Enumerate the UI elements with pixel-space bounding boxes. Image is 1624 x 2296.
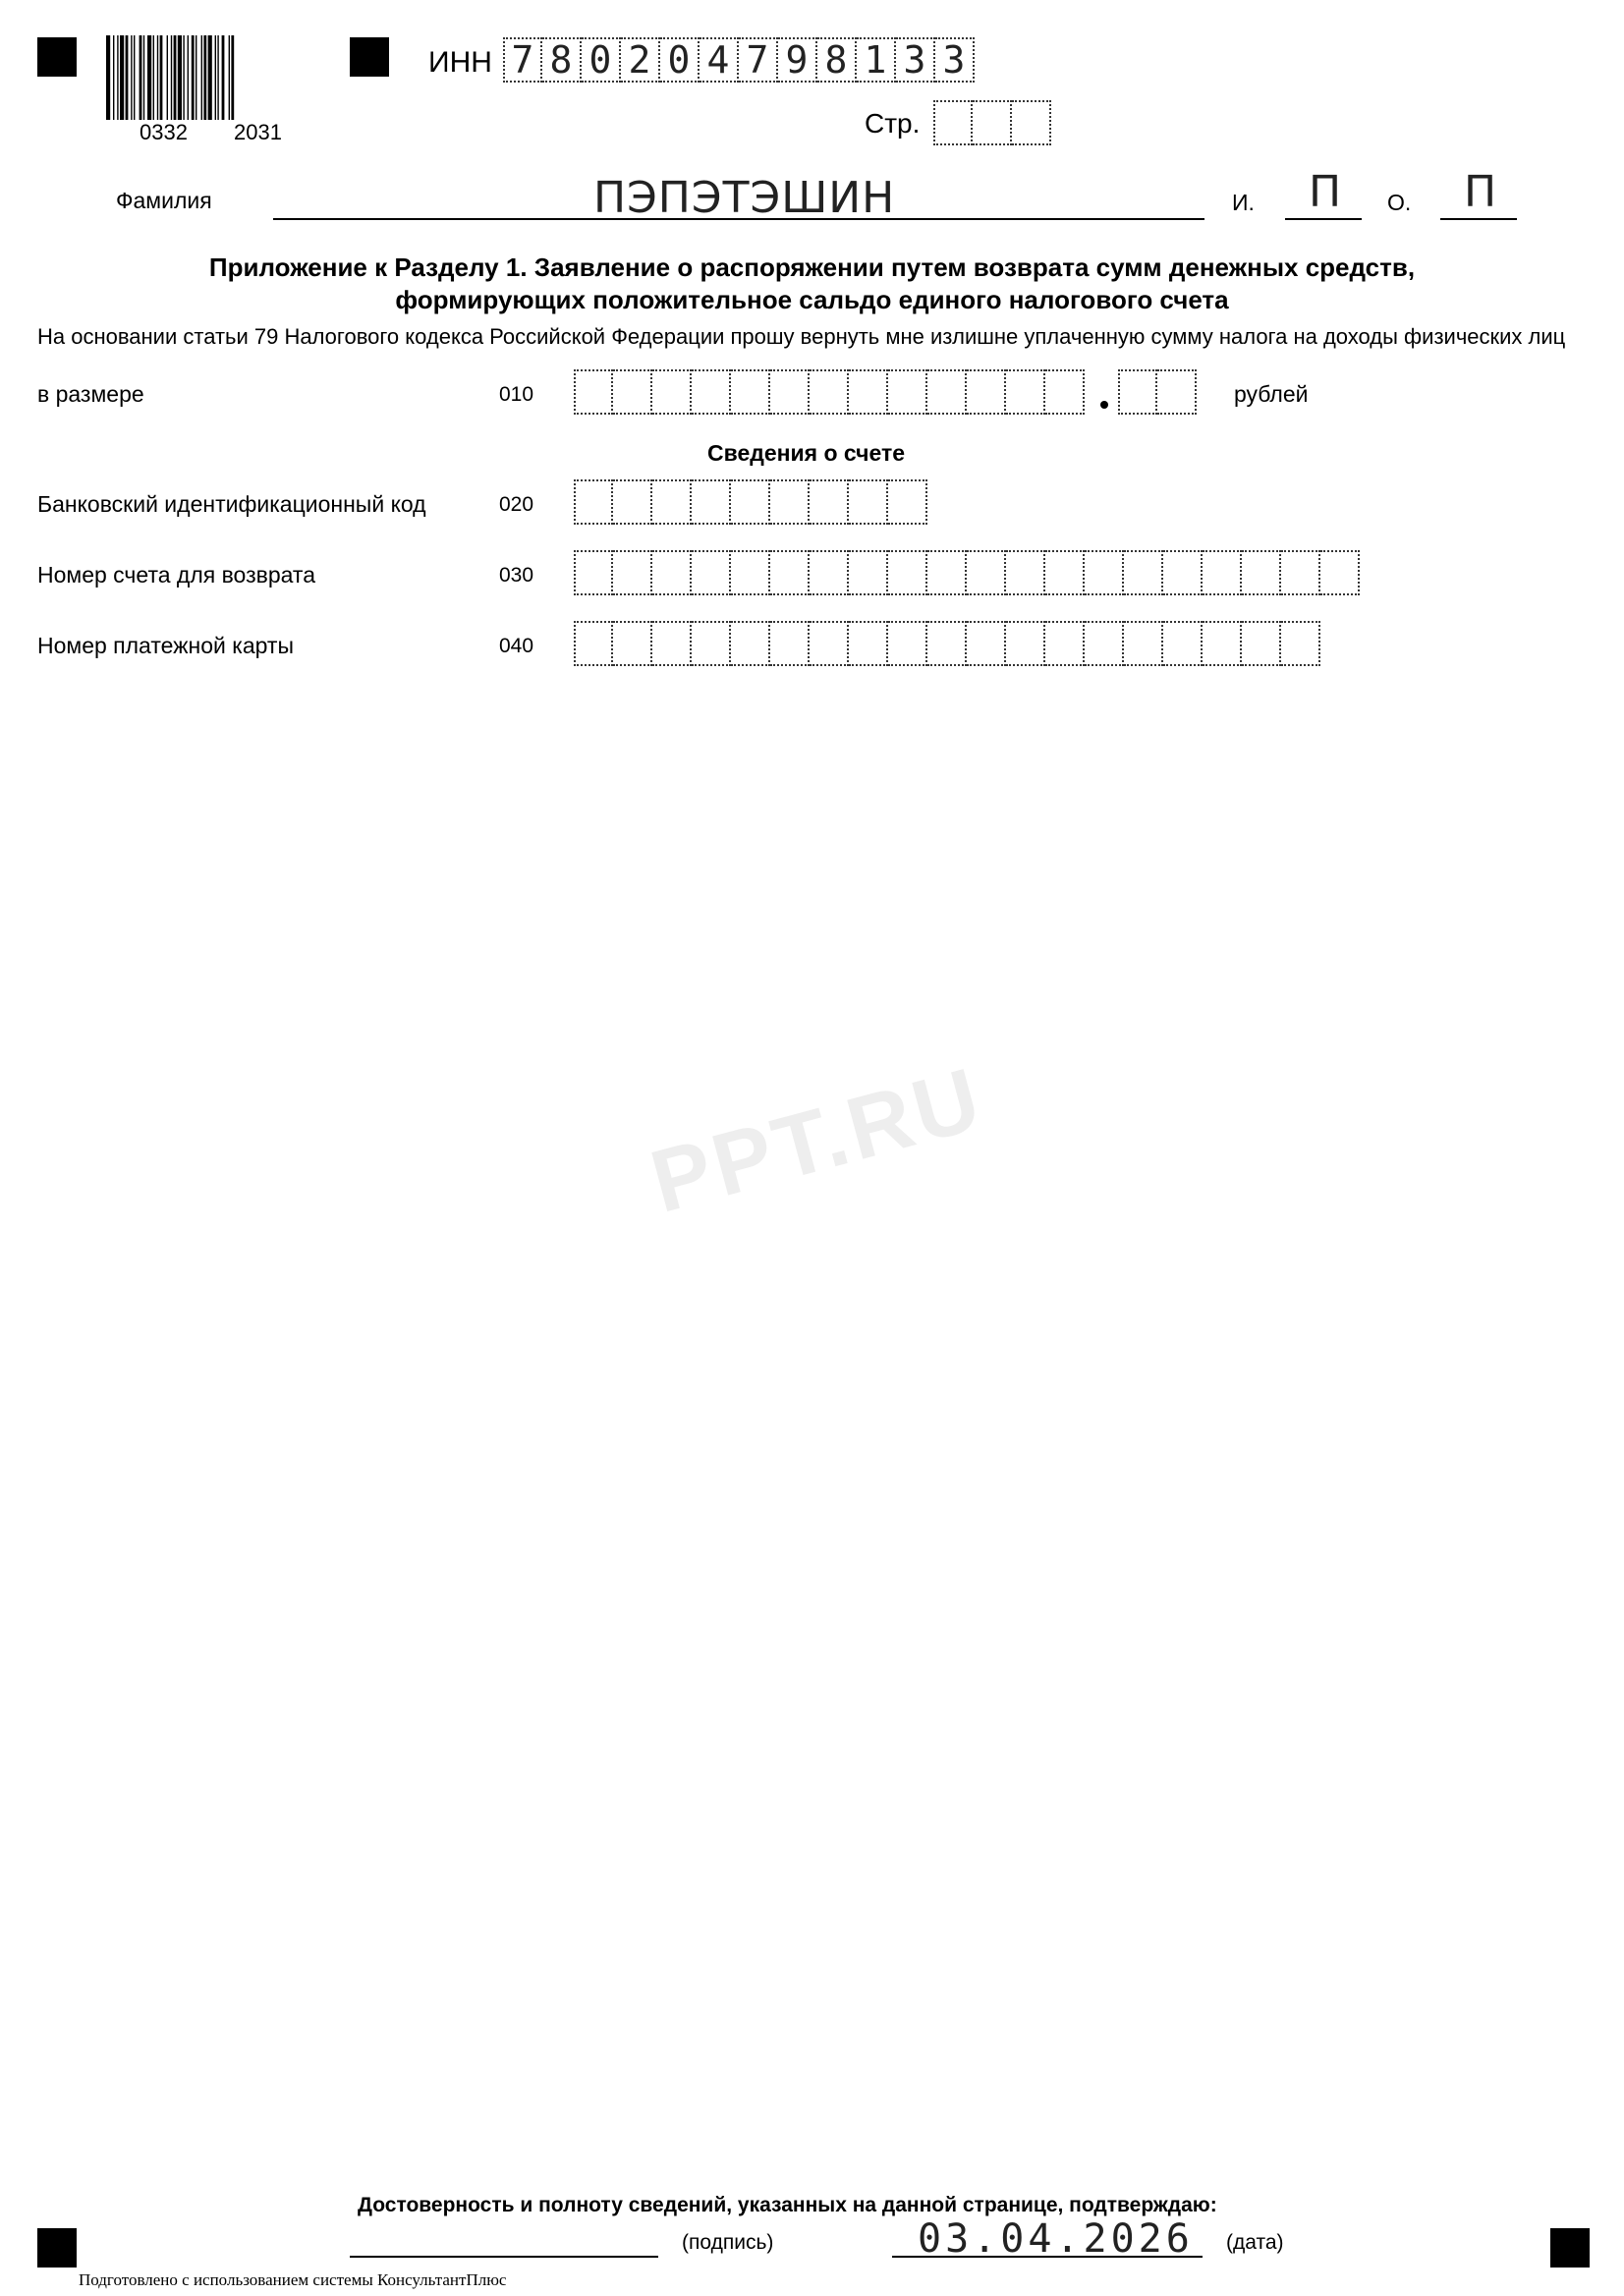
char-cell[interactable] [927, 550, 967, 595]
char-cell[interactable] [692, 550, 731, 595]
char-cell[interactable] [849, 550, 888, 595]
char-cell[interactable] [652, 479, 692, 525]
char-cell: 8 [542, 37, 582, 83]
char-cell[interactable] [652, 550, 692, 595]
barcode-bar [188, 35, 189, 120]
char-cell[interactable] [770, 369, 810, 415]
watermark-text: PPT.RU [641, 1049, 994, 1232]
char-cell[interactable] [1006, 369, 1045, 415]
barcode-bar [113, 35, 114, 120]
char-cell[interactable] [888, 621, 927, 666]
char-cell[interactable] [692, 479, 731, 525]
barcode-bar [171, 35, 172, 120]
char-cell[interactable] [613, 550, 652, 595]
char-cell: 3 [935, 37, 975, 83]
date-label: (дата) [1226, 2231, 1284, 2254]
initial-patronymic-label: О. [1387, 190, 1412, 215]
barcode-bar [143, 35, 144, 120]
barcode-bar [167, 35, 168, 120]
char-cell: 0 [582, 37, 621, 83]
barcode-right-code: 2031 [234, 120, 282, 144]
char-cell[interactable] [1006, 550, 1045, 595]
char-cell[interactable] [770, 550, 810, 595]
char-cell[interactable] [613, 621, 652, 666]
initial-name-value: П [1309, 167, 1343, 217]
signature-line [350, 2256, 658, 2258]
char-cell: 0 [660, 37, 700, 83]
barcode-image [106, 35, 318, 120]
account-number-field[interactable] [574, 550, 1360, 597]
barcode-bar [229, 35, 230, 120]
inn-field [503, 37, 975, 84]
char-cell [973, 100, 1012, 145]
barcode-bar [126, 35, 129, 120]
confirmation-text: Достоверность и полноту сведений, указанных на данной странице, подтверждаю: [358, 2194, 1217, 2216]
char-cell: 4 [700, 37, 739, 83]
barcode-bar [153, 35, 154, 120]
barcode-bar [134, 35, 135, 120]
barcode-bar [231, 35, 234, 120]
char-cell: 2 [621, 37, 660, 83]
char-cell[interactable] [1124, 621, 1163, 666]
char-cell[interactable] [1045, 369, 1085, 415]
page-label: Стр. [865, 108, 921, 139]
char-cell[interactable] [574, 621, 613, 666]
initial-name-label: И. [1232, 190, 1255, 215]
corner-marker-bottom-right [1550, 2228, 1590, 2268]
barcode-bar [120, 35, 124, 120]
footer-note: Подготовлено с использованием системы КонсультантПлюс [79, 2270, 507, 2289]
char-cell[interactable] [731, 369, 770, 415]
char-cell[interactable] [849, 369, 888, 415]
char-cell[interactable] [574, 550, 613, 595]
corner-marker-top-left [37, 37, 77, 77]
amount-label: в размере [37, 381, 144, 407]
barcode-bar [208, 35, 212, 120]
corner-marker-bottom-left [37, 2228, 77, 2268]
char-cell[interactable] [849, 621, 888, 666]
char-cell: 7 [739, 37, 778, 83]
char-cell[interactable] [810, 479, 849, 525]
char-cell[interactable] [731, 479, 770, 525]
inn-label: ИНН [428, 46, 492, 79]
char-cell [1012, 100, 1051, 145]
char-cell[interactable] [1242, 621, 1281, 666]
bik-line-code: 020 [499, 493, 534, 516]
char-cell[interactable] [888, 550, 927, 595]
char-cell[interactable] [1163, 621, 1203, 666]
char-cell[interactable] [888, 369, 927, 415]
char-cell[interactable] [770, 479, 810, 525]
barcode-bar [222, 35, 225, 120]
char-cell[interactable] [927, 621, 967, 666]
basis-text: На основании статьи 79 Налогового кодекса Российской Федерации прошу вернуть мне излишне уплаченную сумму налога на доходы физических лиц [37, 324, 1566, 349]
bik-field[interactable] [574, 479, 927, 527]
char-cell[interactable] [1242, 550, 1281, 595]
barcode-bar [203, 35, 206, 120]
initial-patronymic-underline [1440, 218, 1517, 220]
char-cell[interactable] [1045, 621, 1085, 666]
page-number-field [933, 100, 1051, 147]
char-cell: 7 [503, 37, 542, 83]
char-cell[interactable] [849, 479, 888, 525]
char-cell[interactable] [574, 479, 613, 525]
initial-name-underline [1285, 218, 1362, 220]
surname-label: Фамилия [116, 188, 212, 213]
barcode-bar [215, 35, 216, 120]
barcode-left-code: 0332 [140, 120, 188, 144]
char-cell[interactable] [1281, 550, 1320, 595]
barcode-bar [157, 35, 158, 120]
corner-marker-top-right [350, 37, 389, 77]
card-number-label: Номер платежной карты [37, 633, 294, 658]
initial-patronymic-value: П [1464, 167, 1498, 217]
char-cell[interactable] [1006, 621, 1045, 666]
amount-rubles-field[interactable] [574, 369, 1085, 417]
account-number-label: Номер счета для возврата [37, 562, 315, 588]
char-cell[interactable] [613, 369, 652, 415]
form-title-line-2: формирующих положительное сальдо единого налогового счета [395, 284, 1229, 314]
form-title-line-1: Приложение к Разделу 1. Заявление о распоряжении путем возврата сумм денежных средств, [208, 252, 1416, 282]
char-cell[interactable] [1045, 550, 1085, 595]
barcode-bar [192, 35, 195, 120]
char-cell[interactable] [810, 621, 849, 666]
char-cell[interactable] [1085, 621, 1124, 666]
char-cell[interactable] [1203, 621, 1242, 666]
signature-label: (подпись) [682, 2231, 774, 2254]
barcode-bar [131, 35, 132, 120]
char-cell: 9 [778, 37, 817, 83]
char-cell[interactable] [1320, 550, 1360, 595]
barcode-bar [117, 35, 118, 120]
barcode-bar [106, 35, 110, 120]
char-cell[interactable] [1203, 550, 1242, 595]
form-title [0, 252, 1624, 315]
char-cell[interactable] [967, 550, 1006, 595]
date-value: 03.04.2026 [918, 2216, 1194, 2262]
barcode-bar [160, 35, 163, 120]
char-cell[interactable] [1118, 369, 1157, 415]
amount-kopecks-field[interactable] [1118, 369, 1197, 417]
char-cell [933, 100, 973, 145]
char-cell[interactable] [888, 479, 927, 525]
barcode-bar [174, 35, 177, 120]
card-number-field[interactable] [574, 621, 1320, 668]
char-cell[interactable] [613, 479, 652, 525]
barcode-bar [140, 35, 142, 120]
barcode-bar [147, 35, 151, 120]
char-cell[interactable] [810, 550, 849, 595]
bik-label: Банковский идентификационный код [37, 491, 426, 517]
amount-decimal-point [1100, 401, 1108, 409]
char-cell[interactable] [967, 369, 1006, 415]
char-cell: 8 [817, 37, 857, 83]
surname-value: ПЭПЭТЭШИН [593, 173, 896, 223]
char-cell[interactable] [770, 621, 810, 666]
char-cell[interactable] [1163, 550, 1203, 595]
char-cell: 1 [857, 37, 896, 83]
barcode-bar [183, 35, 184, 120]
char-cell[interactable] [1085, 550, 1124, 595]
char-cell[interactable] [1281, 621, 1320, 666]
char-cell[interactable] [692, 369, 731, 415]
barcode-bar [201, 35, 202, 120]
card-number-line-code: 040 [499, 635, 534, 657]
char-cell[interactable] [1124, 550, 1163, 595]
char-cell[interactable] [652, 621, 692, 666]
char-cell[interactable] [652, 369, 692, 415]
char-cell[interactable] [731, 550, 770, 595]
char-cell[interactable] [967, 621, 1006, 666]
account-section-title: Сведения о счете [707, 440, 906, 466]
char-cell: 3 [896, 37, 935, 83]
amount-line-code: 010 [499, 383, 534, 406]
amount-currency: рублей [1234, 381, 1309, 407]
char-cell[interactable] [927, 369, 967, 415]
barcode-bar [178, 35, 182, 120]
char-cell[interactable] [574, 369, 613, 415]
barcode-bar [217, 35, 218, 120]
char-cell[interactable] [810, 369, 849, 415]
char-cell[interactable] [692, 621, 731, 666]
account-number-line-code: 030 [499, 564, 534, 587]
char-cell[interactable] [1157, 369, 1197, 415]
char-cell[interactable] [731, 621, 770, 666]
